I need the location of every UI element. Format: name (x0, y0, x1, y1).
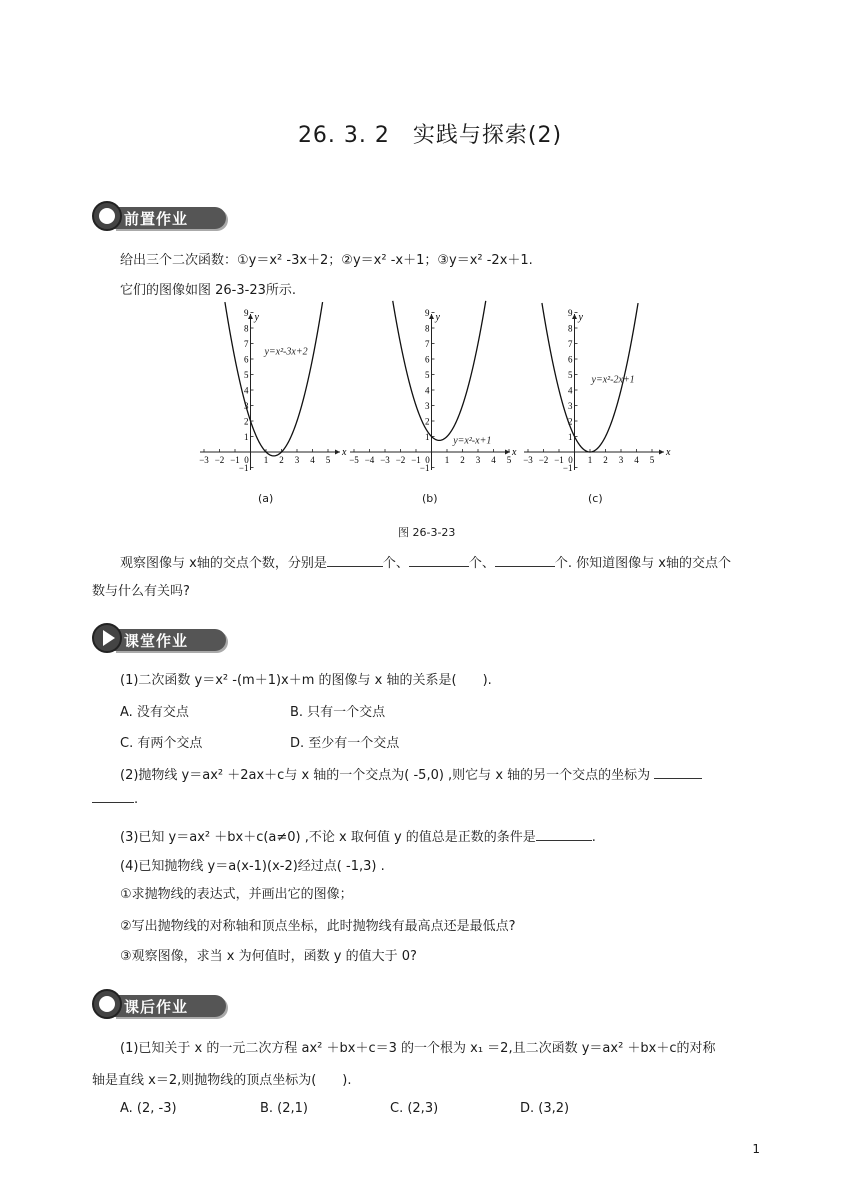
x-tick-label: 2 (460, 455, 465, 465)
answer-blank[interactable] (536, 828, 592, 841)
class-q4-2: ②写出抛物线的对称轴和顶点坐标，此时抛物线有最高点还是最低点? (120, 919, 516, 934)
answer-blank[interactable] (92, 790, 134, 803)
y-tick-label: 8 (425, 323, 430, 334)
y-tick-label: 5 (425, 370, 430, 380)
y-tick-label: 6 (568, 354, 573, 365)
play-icon (92, 623, 122, 653)
x-tick-label: 5 (325, 455, 331, 465)
class-q1-option-b: B. 只有一个交点 (290, 705, 386, 720)
y-axis-label: y (254, 312, 259, 323)
y-axis-label: y (578, 312, 583, 323)
class-q1-option-c: C. 有两个交点 (120, 736, 203, 751)
graph-c (520, 308, 671, 473)
y-tick-label: 9 (244, 308, 249, 318)
y-tick-label: 1 (244, 432, 249, 442)
section-banner-pre (92, 200, 232, 232)
equation-label: y=x²-3x+2 (264, 346, 308, 358)
class-q1: (1)二次函数 y＝x² -(m＋1)x＋m 的图像与 x 轴的关系是( ). (120, 673, 492, 688)
y-tick-label: 9 (568, 308, 573, 318)
class-q2: (2)抛物线 y＝ax² ＋2ax＋c与 x 轴的一个交点为( -5,0) ,则它与 x 轴的另一个交点的坐标为 (120, 766, 702, 785)
after-q1-line2: 轴是直线 x＝2,则抛物线的顶点坐标为( ). (92, 1073, 352, 1088)
x-tick-label: 0 (568, 455, 573, 465)
graph-a-label: (a) (258, 492, 274, 505)
answer-blank[interactable] (495, 554, 555, 567)
y-tick-label: 7 (244, 339, 249, 349)
y-tick-label: 9 (425, 308, 430, 318)
y-tick-label: 7 (425, 339, 430, 349)
x-tick-label: 1 (444, 455, 450, 465)
x-axis-label: x (342, 447, 347, 458)
pre-line2: 它们的图像如图 26-3-23所示. (120, 283, 297, 298)
y-tick-label: 4 (244, 385, 249, 396)
x-tick-label: 3 (618, 455, 624, 465)
y-tick-label: 8 (568, 323, 573, 334)
y-tick-label: 2 (425, 416, 430, 427)
y-tick-label: −1 (238, 463, 249, 473)
y-tick-label: 6 (244, 354, 249, 365)
y-tick-label: 8 (244, 323, 249, 334)
x-axis-label: x (512, 447, 517, 458)
x-tick-label: 4 (634, 455, 639, 465)
x-axis-label: x (666, 447, 671, 458)
after-q1-line1: (1)已知关于 x 的一元二次方程 ax² ＋bx＋c＝3 的一个根为 x₁ ＝2,且二次函数 y＝ax² ＋bx＋c的对称 (120, 1041, 716, 1056)
class-q1-option-d: D. 至少有一个交点 (290, 736, 400, 751)
x-tick-label: 0 (244, 455, 249, 465)
class-q3: (3)已知 y＝ax² ＋bx＋c(a≠0) ,不论 x 取何值 y 的值总是正数的条件是 . (120, 830, 596, 845)
page-title: 26. 3. 2 实践与探索(2) (297, 123, 563, 148)
x-tick-label: −3 (523, 455, 533, 465)
x-tick-label: −1 (230, 455, 240, 465)
section-banner-after (92, 988, 232, 1020)
class-q4: (4)已知抛物线 y＝a(x-1)(x-2)经过点( -1,3) . (120, 859, 385, 874)
after-q1-option-a: A. (2, -3) (120, 1101, 177, 1116)
figure-caption: 图 26-3-23 (398, 526, 456, 539)
y-tick-label: 5 (244, 370, 249, 380)
x-tick-label: −3 (199, 455, 209, 465)
y-tick-label: 1 (568, 432, 573, 442)
x-tick-label: −2 (538, 455, 549, 465)
x-tick-label: 4 (310, 455, 315, 465)
answer-blank[interactable] (327, 554, 383, 567)
y-tick-label: 3 (425, 401, 430, 411)
x-tick-label: 5 (506, 455, 512, 465)
x-tick-label: 1 (263, 455, 269, 465)
answer-blank[interactable] (654, 766, 702, 779)
y-tick-label: 6 (425, 354, 430, 365)
x-tick-label: 0 (425, 455, 430, 465)
y-tick-label: −1 (562, 463, 573, 473)
y-tick-label: 3 (568, 401, 573, 411)
section-banner-class (92, 622, 232, 654)
pre-line1: 给出三个二次函数：①y＝x² -3x＋2；②y＝x² -x＋1；③y＝x² -2x＋1. (120, 253, 533, 268)
x-tick-label: −1 (411, 455, 421, 465)
graph-b-label: (b) (422, 492, 438, 505)
x-tick-label: 5 (649, 455, 655, 465)
page-number: 1 (752, 1142, 760, 1156)
y-tick-label: 3 (244, 401, 249, 411)
graph-c-label: (c) (588, 492, 603, 505)
section-label: 前置作业 (124, 210, 189, 228)
x-tick-label: −1 (554, 455, 564, 465)
x-tick-label: 1 (587, 455, 593, 465)
pre-question-line2: 数与什么有关吗? (92, 584, 190, 599)
x-tick-label: −3 (380, 455, 390, 465)
x-tick-label: 3 (475, 455, 481, 465)
y-axis-label: y (435, 312, 440, 323)
y-tick-label: 7 (568, 339, 573, 349)
y-tick-label: 4 (568, 385, 573, 396)
answer-blank[interactable] (409, 554, 469, 567)
x-tick-label: 2 (279, 455, 284, 465)
section-label: 课堂作业 (124, 632, 189, 650)
parabola-curve (225, 302, 323, 456)
x-tick-label: −2 (395, 455, 406, 465)
x-tick-label: −5 (349, 455, 359, 465)
x-tick-label: 3 (294, 455, 300, 465)
y-tick-label: 1 (425, 432, 430, 442)
x-tick-label: −4 (364, 455, 375, 465)
class-q1-option-a: A. 没有交点 (120, 705, 189, 720)
y-tick-label: −1 (419, 463, 430, 473)
after-q1-option-d: D. (3,2) (520, 1101, 570, 1116)
class-q4-1: ①求抛物线的表达式，并画出它的图像； (120, 887, 353, 902)
y-tick-label: 2 (244, 416, 249, 427)
class-q2-cont: . (92, 790, 138, 809)
after-q1-option-b: B. (2,1) (260, 1101, 309, 1116)
equation-label: y=x²-2x+1 (591, 374, 635, 386)
class-q4-3: ③观察图像，求当 x 为何值时，函数 y 的值大于 0? (120, 949, 417, 964)
y-tick-label: 2 (568, 416, 573, 427)
y-tick-label: 4 (425, 385, 430, 396)
graph-b (346, 308, 517, 473)
graph-a (196, 308, 347, 473)
equation-label: y=x²-x+1 (453, 435, 492, 447)
runner-icon (92, 989, 122, 1019)
x-tick-label: −2 (214, 455, 225, 465)
swirl-icon (92, 201, 122, 231)
after-q1-option-c: C. (2,3) (390, 1101, 439, 1116)
section-label: 课后作业 (124, 998, 189, 1016)
x-tick-label: 4 (491, 455, 496, 465)
y-tick-label: 5 (568, 370, 573, 380)
pre-question: 观察图像与 x轴的交点个数，分别是 个、 个、 个. 你知道图像与 x轴的交点个 (120, 556, 731, 571)
x-tick-label: 2 (603, 455, 608, 465)
